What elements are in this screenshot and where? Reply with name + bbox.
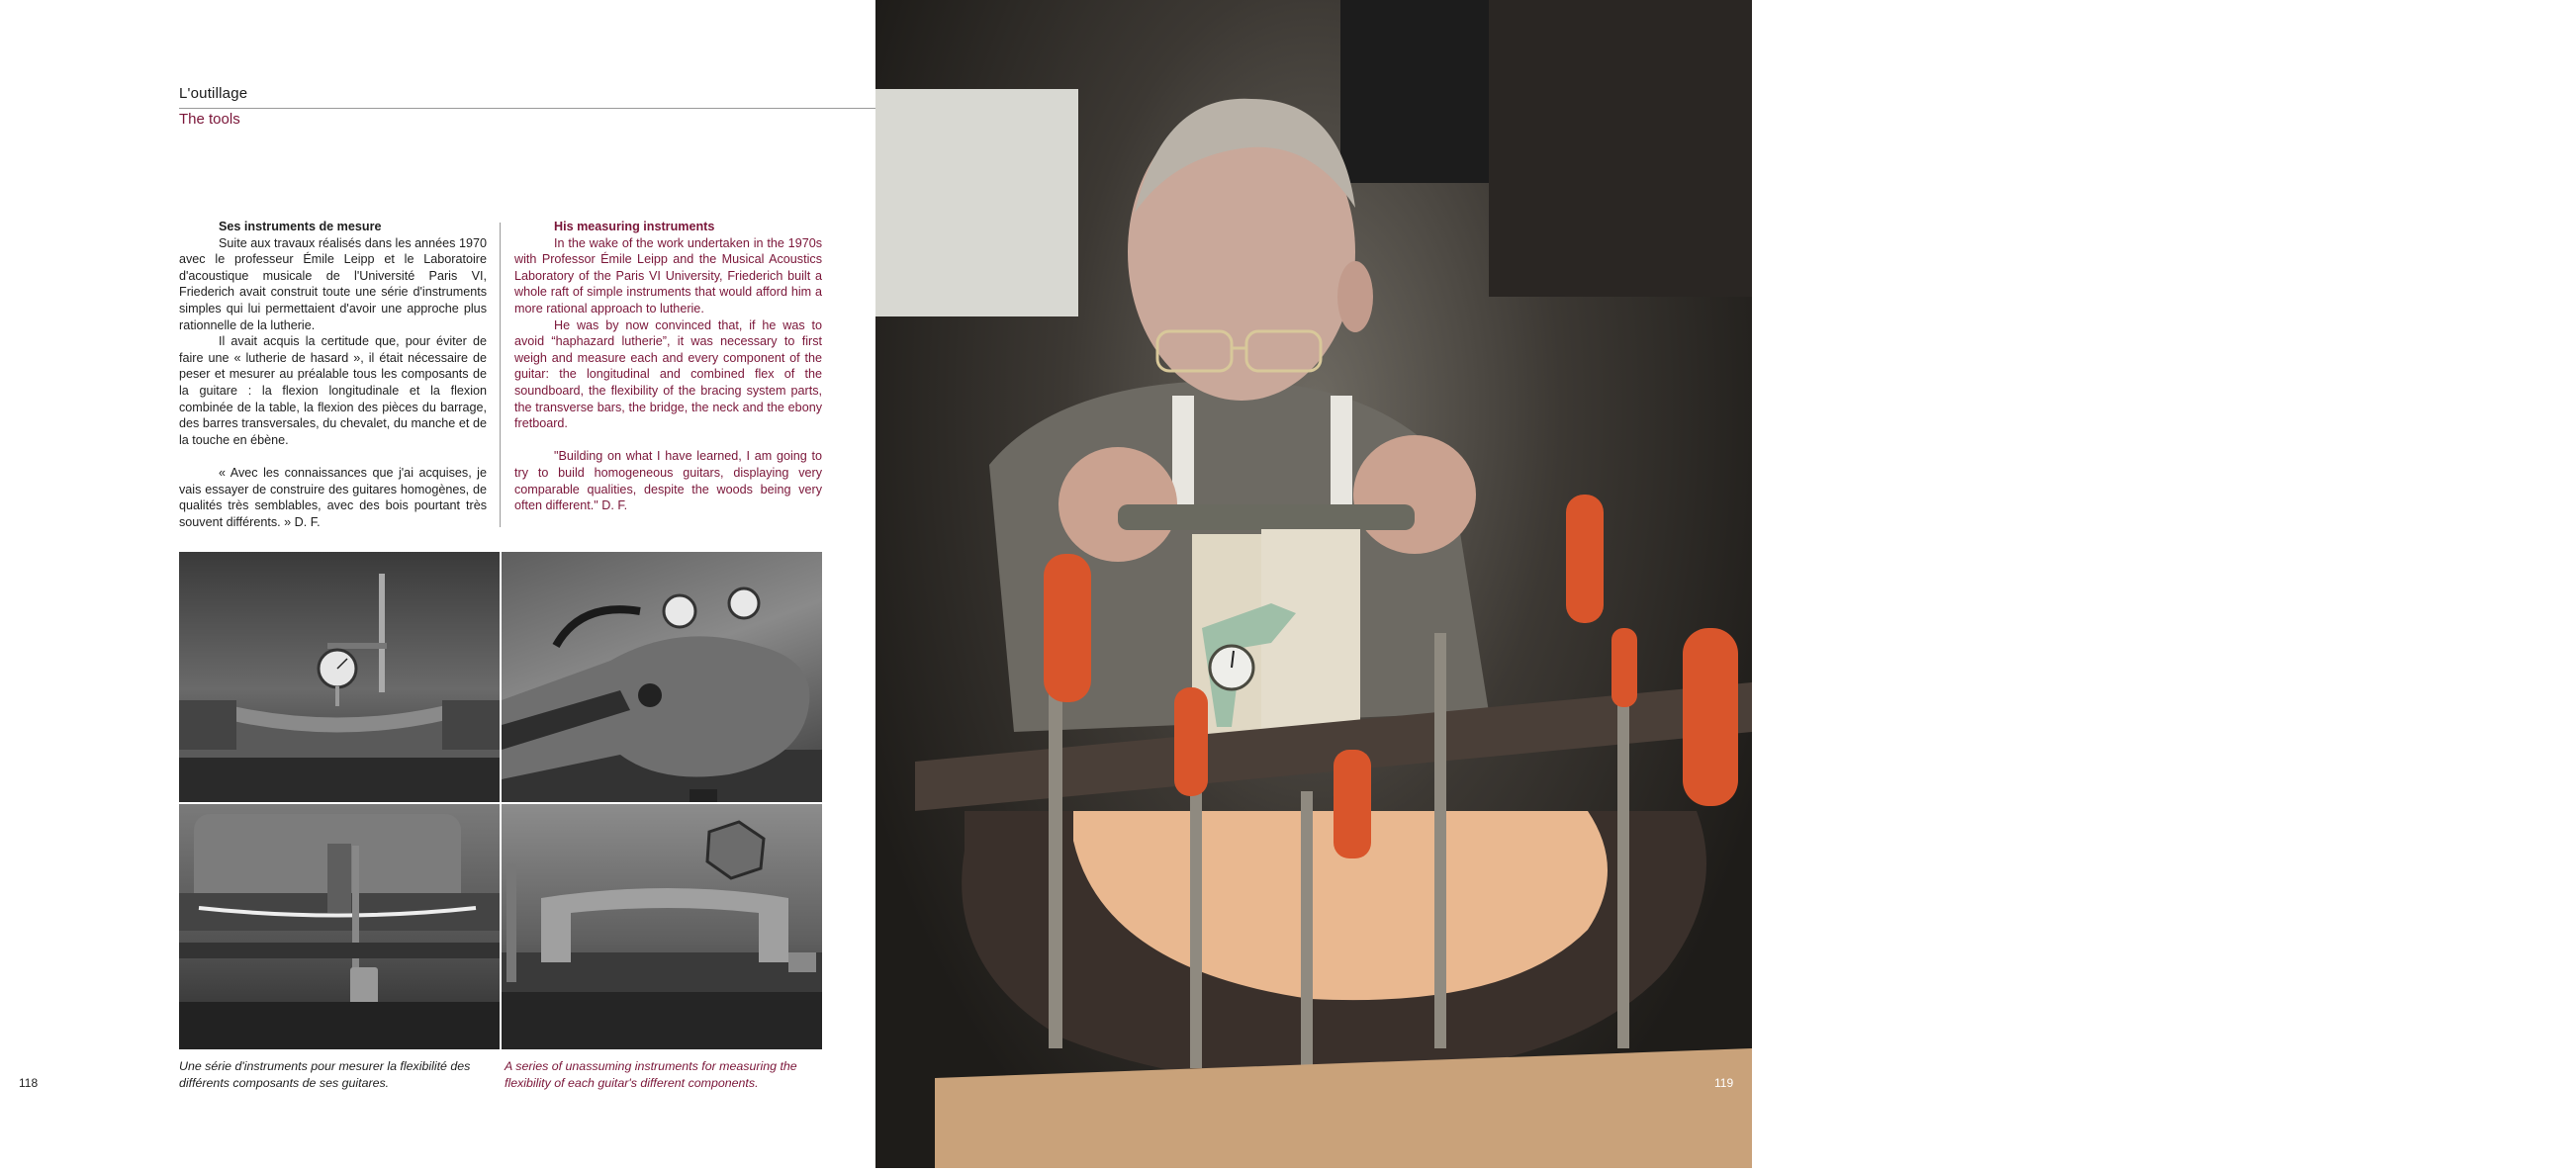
side-caption-fr: La mesure de la flexibilité de la table au niveau du chevalet était une information importante pour adapter le barrage de ses guitares.: [2455, 104, 2575, 217]
caption-fr: Une série d'instruments pour mesurer la flexibilité des différents composants de ses guitares.: [179, 1059, 471, 1090]
paragraph-fr-2: Il avait acquis la certitude que, pour éviter de faire une « lutherie de hasard », il était nécessaire de peser et mesurer au préalable tous les composants de la guitare : la flexion longitudinale et la flexion combinée de la table, la flexion des pièces du barrage, des barres transversales, du chevalet, du manche et de la touche en ébène.: [179, 334, 487, 447]
caption-en: A series of unassuming instruments for measuring the flexibility of each guitar's different components.: [505, 1059, 797, 1090]
side-caption-en: Measuring soundboard flex where the bridge is to be located is a crucial piece of information for deciding on each guitar's bracing.: [2455, 234, 2574, 348]
header-rule: [179, 108, 875, 109]
quote-en: "Building on what I have learned, I am going to try to build homogeneous guitars, displaying very comparable qualities, despite the woods being very often different." D. F.: [514, 449, 822, 513]
section-title-en: The tools: [179, 111, 240, 128]
paragraph-en-2: He was by now convinced that, if he was to avoid “haphazard lutherie”, it was necessary to first weigh and measure each and every component of the guitar: the longitudinal and combined flex of the soundboard, the flexibility of the bracing system parts, the transverse bars, the bridge, the neck and the ebony fretboard.: [514, 317, 822, 431]
heading-en: His measuring instruments: [554, 220, 715, 233]
photo-weight-jig: [502, 804, 822, 1049]
heading-fr: Ses instruments de mesure: [219, 220, 382, 233]
text-column-en: [514, 219, 822, 514]
photo-luthier-measuring-soundboard: [875, 0, 1752, 1168]
side-caption: [2455, 103, 2576, 349]
quote-fr: « Avec les connaissances que j'ai acquises, je vais essayer de construire des guitares homogènes, de qualités très semblables, avec des bois pourtant très souvent différents. » D. F.: [179, 465, 487, 529]
photo-guitar-gauges-illustration: [502, 552, 822, 802]
photo-dial-gauge-strip: [179, 552, 500, 802]
section-title-fr: L'outillage: [179, 85, 248, 102]
photo-weighted-strip: [179, 804, 500, 1049]
page-number-left: 118: [19, 1076, 39, 1090]
photo-dial-gauge-strip-illustration: [179, 552, 500, 802]
photo-guitar-gauges: [502, 552, 822, 802]
paragraph-fr-1: Suite aux travaux réalisés dans les années 1970 avec le professeur Émile Leipp et le Laboratoire d'acoustique musicale de l'Université Paris VI, Friederich avait construit toute une série d'instruments simples qui lui permettaient d'avoir une approche plus rationnelle de la lutherie.: [179, 235, 487, 332]
text-column-fr: [179, 219, 487, 530]
page-number-right: 119: [1714, 1076, 1734, 1090]
paragraph-en-1: In the wake of the work undertaken in the 1970s with Professor Émile Leipp and the Musical Acoustics Laboratory of the Paris VI University, Friederich built a whole raft of simple instruments that would afford him a more rational approach to lutherie.: [514, 235, 822, 316]
column-divider: [500, 223, 501, 527]
right-page: [875, 0, 2575, 1168]
photo-weighted-strip-illustration: [179, 804, 500, 1049]
left-page: [0, 0, 875, 1168]
photo-weight-jig-illustration: [502, 804, 822, 1049]
